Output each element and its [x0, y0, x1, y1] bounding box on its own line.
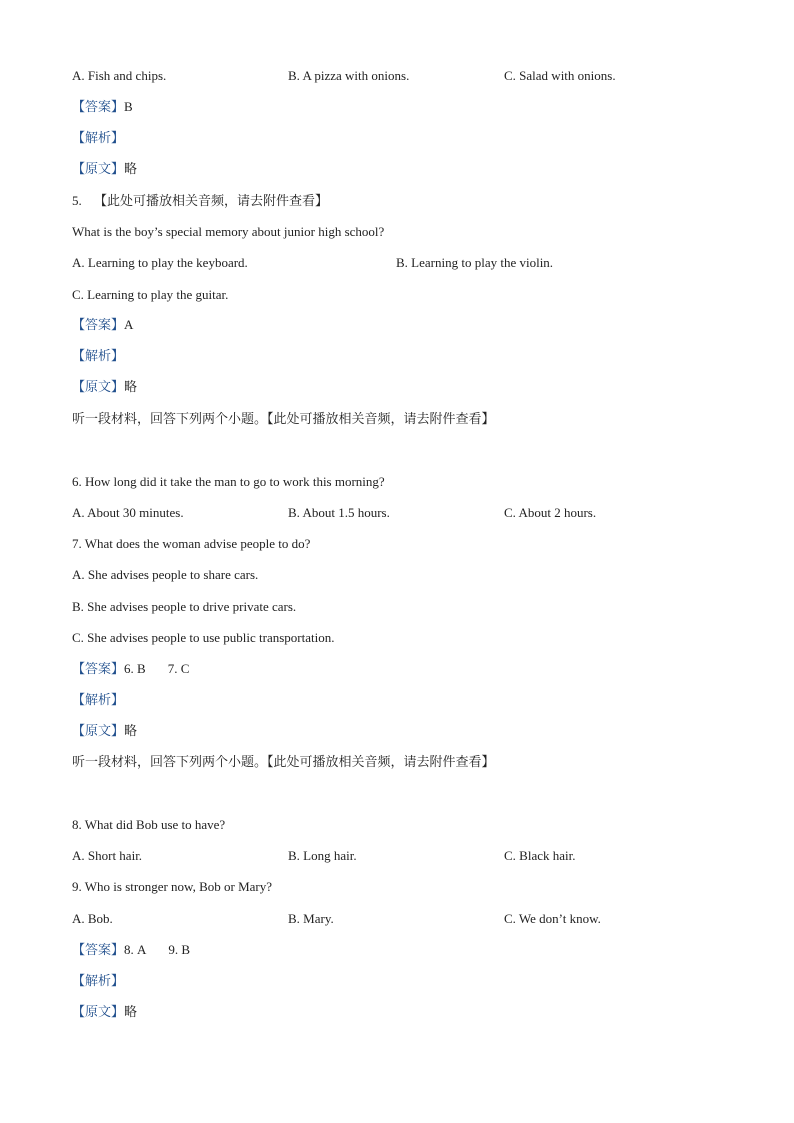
analysis-tag: 【解析】	[72, 974, 125, 989]
answer-value-7: 7. C	[167, 661, 190, 676]
answer-tag: 【答案】	[72, 318, 125, 333]
original-value: 略	[124, 162, 138, 177]
q6-question: 6. How long did it take the man to go to work this morning?	[72, 474, 385, 489]
q5-original	[72, 378, 137, 397]
group-6-7-intro: 听一段材料，回答下列两个小题。【此处可播放相关音频，请去附件查看】	[72, 412, 495, 427]
q9-question: 9. Who is stronger now, Bob or Mary?	[72, 879, 273, 894]
group-8-9-answer	[72, 941, 190, 960]
answer-tag: 【答案】	[72, 943, 125, 958]
group-8-9-analysis	[72, 972, 124, 991]
q7-option-a: A. She advises people to share cars.	[72, 567, 259, 582]
q4-analysis	[72, 129, 124, 148]
answer-value-9: 9. B	[168, 942, 191, 957]
answer-value-8: 8. A	[124, 942, 147, 957]
option-c: C. Black hair.	[504, 848, 576, 863]
answer-value: A	[124, 317, 134, 332]
original-tag: 【原文】	[72, 724, 125, 739]
group-6-7-answer	[72, 660, 189, 679]
answer-value-6: 6. B	[124, 661, 146, 676]
original-value: 略	[124, 1005, 138, 1020]
option-a: A. Bob.	[72, 911, 113, 926]
q5-answer	[72, 316, 133, 335]
group-8-9-original	[72, 1003, 137, 1022]
answer-tag: 【答案】	[72, 662, 125, 677]
analysis-tag: 【解析】	[72, 349, 125, 364]
answer-tag: 【答案】	[72, 100, 125, 115]
group-6-7-analysis	[72, 691, 124, 710]
q5-question: What is the boy’s special memory about junior high school?	[72, 224, 385, 239]
analysis-tag: 【解析】	[72, 693, 125, 708]
option-b: B. Learning to play the violin.	[396, 255, 554, 270]
option-a: A. Fish and chips.	[72, 68, 167, 83]
option-c: C. Learning to play the guitar.	[72, 287, 229, 302]
q5-header	[72, 192, 328, 211]
q4-answer	[72, 98, 133, 117]
option-b: B. Long hair.	[288, 848, 357, 863]
option-b: B. A pizza with onions.	[288, 68, 410, 83]
q8-question: 8. What did Bob use to have?	[72, 817, 226, 832]
original-tag: 【原文】	[72, 162, 125, 177]
option-c: C. We don’t know.	[504, 911, 601, 926]
q7-question: 7. What does the woman advise people to do?	[72, 536, 311, 551]
group-8-9-intro: 听一段材料，回答下列两个小题。【此处可播放相关音频，请去附件查看】	[72, 755, 495, 770]
analysis-tag: 【解析】	[72, 131, 125, 146]
original-value: 略	[124, 724, 138, 739]
audio-note: 【此处可播放相关音频，请去附件查看】	[94, 194, 329, 209]
option-a: A. Learning to play the keyboard.	[72, 255, 248, 270]
option-a: A. Short hair.	[72, 848, 143, 863]
original-tag: 【原文】	[72, 1005, 125, 1020]
group-6-7-original	[72, 722, 137, 741]
question-number: 5.	[72, 193, 82, 208]
q7-option-b: B. She advises people to drive private cars.	[72, 599, 297, 614]
original-tag: 【原文】	[72, 380, 125, 395]
option-b: B. Mary.	[288, 911, 334, 926]
q5-analysis	[72, 347, 124, 366]
option-c: C. Salad with onions.	[504, 68, 616, 83]
answer-value: B	[124, 99, 133, 114]
q7-option-c: C. She advises people to use public transportation.	[72, 630, 335, 645]
option-b: B. About 1.5 hours.	[288, 505, 390, 520]
option-a: A. About 30 minutes.	[72, 505, 184, 520]
q4-original	[72, 160, 137, 179]
original-value: 略	[124, 380, 138, 395]
option-c: C. About 2 hours.	[504, 505, 597, 520]
